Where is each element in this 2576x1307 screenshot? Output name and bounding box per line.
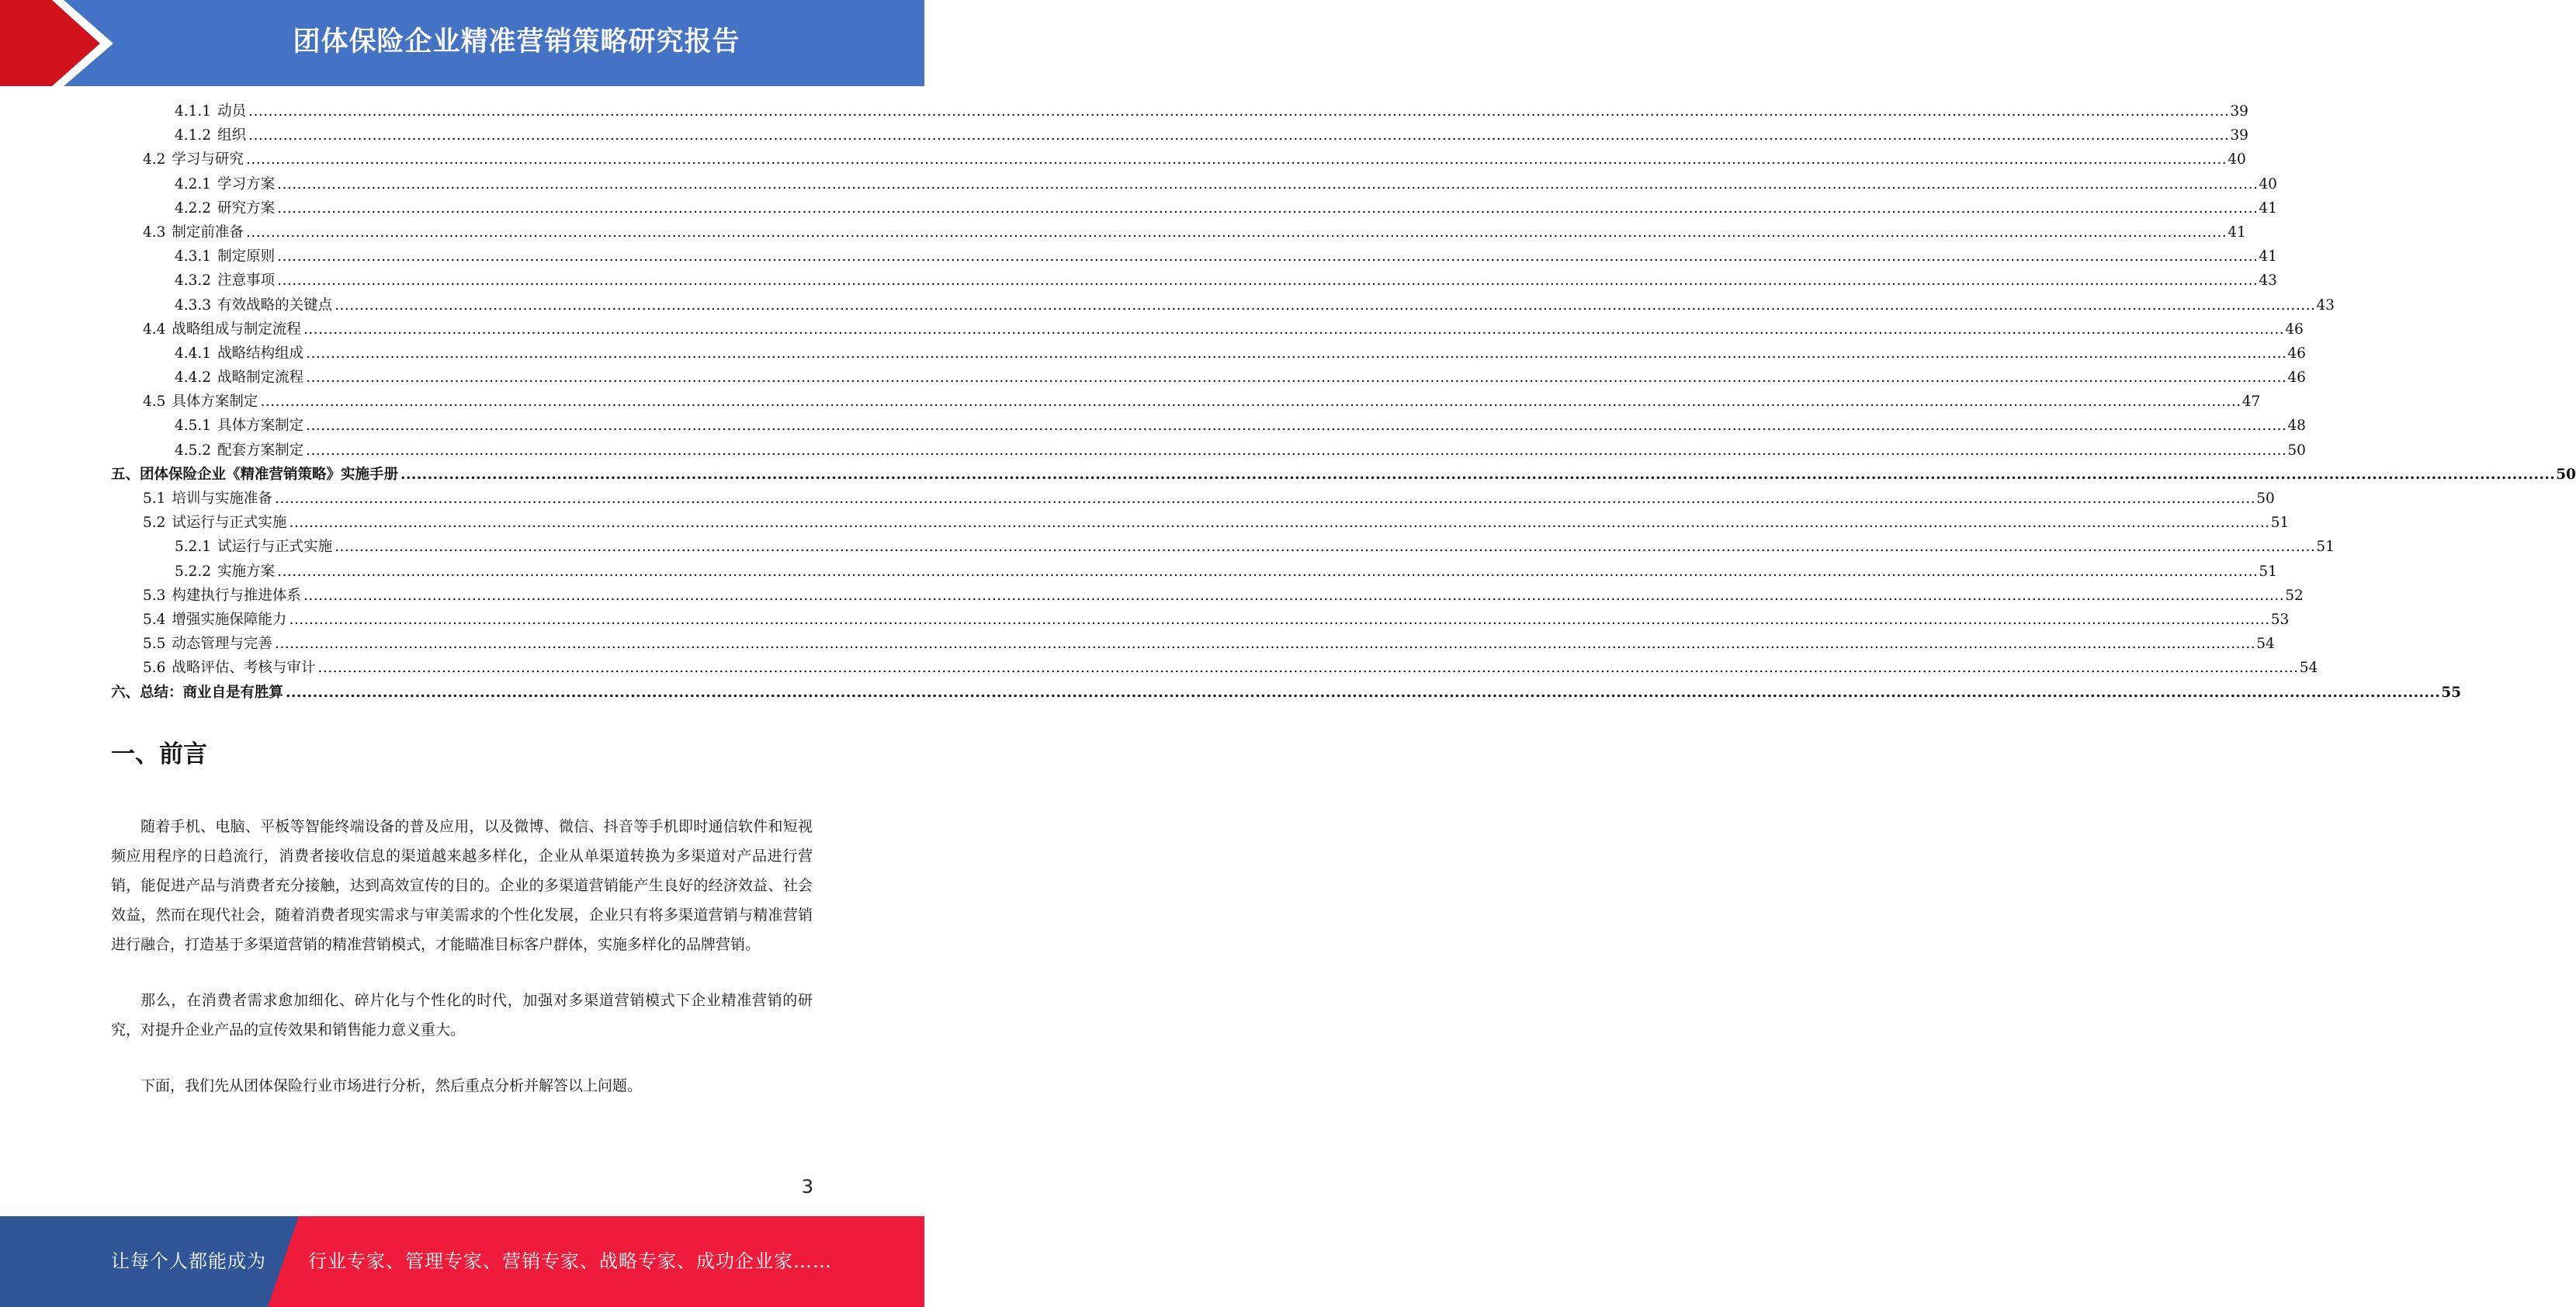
toc-entry[interactable] bbox=[111, 439, 2306, 463]
paragraph: 那么，在消费者需求愈加细化、碎片化与个性化的时代，加强对多渠道营销模式下企业精准营销的研究，对提升企业产品的宣传效果和销售能力意义重大。 bbox=[111, 992, 813, 1038]
toc-leader-dots: ................................................................................................................................................................................................................................................................................................................................................................................................................ bbox=[248, 127, 2230, 144]
toc-entry-number: 5.1 bbox=[143, 491, 166, 507]
toc-entry-number: 5.4 bbox=[143, 611, 166, 628]
toc-entry-title: 战略制定流程 bbox=[217, 369, 304, 387]
toc-entry-number: 4.4 bbox=[143, 321, 166, 338]
toc-entry[interactable] bbox=[111, 269, 2277, 293]
toc-entry-page: 39 bbox=[2230, 127, 2248, 144]
toc-entry-page: 47 bbox=[2241, 393, 2261, 411]
toc-entry-title: 组织 bbox=[217, 127, 247, 144]
paragraph: 下面，我们先从团体保险行业市场进行分析，然后重点分析并解答以上问题。 bbox=[140, 1077, 643, 1094]
toc-entry-title: 增强实施保障能力 bbox=[172, 611, 287, 628]
toc-entry[interactable] bbox=[111, 147, 2246, 172]
toc-entry-title: 培训与实施准备 bbox=[172, 491, 272, 507]
toc-entry[interactable] bbox=[111, 99, 2248, 123]
toc-entry[interactable] bbox=[111, 656, 2318, 680]
toc-entry-page: 54 bbox=[2299, 660, 2318, 677]
toc-leader-dots: ................................................................................................................................................................................................................................................................................................................................................................................................................ bbox=[306, 418, 2287, 435]
footer-slogan-left: 让每个人都能成为 bbox=[111, 1250, 266, 1272]
toc-entry-page: 40 bbox=[2228, 151, 2246, 168]
toc-entry-title: 研究方案 bbox=[217, 199, 276, 217]
toc-entry-title: 动态管理与完善 bbox=[172, 636, 272, 653]
toc-entry-page: 54 bbox=[2256, 636, 2275, 653]
toc-entry[interactable] bbox=[111, 341, 2306, 366]
toc-entry[interactable] bbox=[111, 487, 2275, 511]
toc-leader-dots: ................................................................................................................................................................................................................................................................................................................................................................................................................ bbox=[260, 393, 2241, 411]
toc-entry[interactable] bbox=[111, 463, 2576, 487]
toc-leader-dots: ................................................................................................................................................................................................................................................................................................................................................................................................................ bbox=[274, 491, 2256, 507]
toc-entry[interactable] bbox=[111, 123, 2248, 147]
toc-entry[interactable] bbox=[111, 390, 2261, 414]
toc-leader-dots: ................................................................................................................................................................................................................................................................................................................................................................................................................ bbox=[245, 151, 2228, 168]
toc-entry[interactable] bbox=[111, 293, 2335, 317]
toc-entry-number: 5.2.1 bbox=[175, 539, 212, 556]
toc-entry-page: 48 bbox=[2287, 418, 2306, 435]
toc-entry-number: 4.2.2 bbox=[175, 199, 212, 217]
toc-entry[interactable] bbox=[111, 535, 2335, 559]
toc-entry[interactable] bbox=[111, 172, 2277, 196]
toc-entry-title: 五、团体保险企业《精准营销策略》实施手册 bbox=[111, 466, 399, 483]
toc-entry-number: 5.3 bbox=[143, 587, 166, 604]
toc-leader-dots: ................................................................................................................................................................................................................................................................................................................................................................................................................ bbox=[335, 539, 2316, 556]
toc-entry-page: 46 bbox=[2287, 345, 2306, 362]
toc-entry-number: 5.6 bbox=[143, 660, 166, 677]
toc-entry-number: 4.5 bbox=[143, 393, 166, 411]
toc-entry[interactable] bbox=[111, 220, 2246, 244]
toc-entry-title: 试运行与正式实施 bbox=[172, 515, 287, 532]
toc-entry-title: 注意事项 bbox=[217, 272, 276, 289]
toc-entry-number: 4.2 bbox=[143, 151, 166, 168]
toc-entry[interactable] bbox=[111, 584, 2304, 608]
toc-leader-dots: ................................................................................................................................................................................................................................................................................................................................................................................................................ bbox=[277, 175, 2259, 192]
toc-entry-title: 构建执行与推进体系 bbox=[172, 587, 301, 604]
toc-leader-dots: ................................................................................................................................................................................................................................................................................................................................................................................................................ bbox=[335, 296, 2316, 314]
toc-entry-number: 4.5.2 bbox=[175, 442, 212, 459]
page-header bbox=[0, 0, 924, 86]
toc-entry[interactable] bbox=[111, 632, 2275, 656]
toc-entry-title: 战略结构组成 bbox=[217, 345, 304, 362]
toc-leader-dots: ................................................................................................................................................................................................................................................................................................................................................................................................................ bbox=[306, 369, 2287, 387]
toc-entry-page: 41 bbox=[2259, 199, 2277, 217]
toc-entry-title: 实施方案 bbox=[217, 563, 276, 580]
toc-leader-dots: ................................................................................................................................................................................................................................................................................................................................................................................................................ bbox=[400, 466, 2556, 483]
toc-entry-number: 4.4.1 bbox=[175, 345, 212, 362]
toc-entry[interactable] bbox=[111, 366, 2306, 390]
toc-entry-page: 50 bbox=[2556, 466, 2576, 483]
toc-entry-page: 46 bbox=[2285, 321, 2304, 338]
toc-entry-page: 43 bbox=[2316, 296, 2335, 314]
toc-entry[interactable] bbox=[111, 244, 2277, 269]
footer-slogan-right: 行业专家、管理专家、营销专家、战略专家、成功企业家…… bbox=[308, 1250, 832, 1272]
toc-entry-title: 六、总结：商业自是有胜算 bbox=[111, 684, 284, 701]
toc-entry-number: 4.3.1 bbox=[175, 248, 212, 265]
toc-entry[interactable] bbox=[111, 560, 2277, 584]
toc-entry-number: 4.3.2 bbox=[175, 272, 212, 289]
toc-entry-title: 有效战略的关键点 bbox=[217, 296, 333, 314]
toc-entry-number: 4.3 bbox=[143, 224, 166, 241]
toc-leader-dots: ................................................................................................................................................................................................................................................................................................................................................................................................................ bbox=[289, 611, 2270, 628]
toc-leader-dots: ................................................................................................................................................................................................................................................................................................................................................................................................................ bbox=[245, 224, 2228, 241]
section-heading: 一、前言 bbox=[111, 740, 207, 768]
toc-entry-page: 55 bbox=[2441, 684, 2462, 701]
paragraph: 随着手机、电脑、平板等智能终端设备的普及应用，以及微博、微信、抖音等手机即时通信软件和短视频应用程序的日趋流行，消费者接收信息的渠道越来越多样化，企业从单渠道转换为多渠道对产品进行营销，能促进产品与消费者充分接触，达到高效宣传的目的。企业的多渠道营销能产生良好的经济效益、社会效益，然而在现代社会，随着消费者现实需求与审美需求的个性化发展，企业只有将多渠道营销与精准营销进行融合，打造基于多渠道营销的精准营销模式，才能瞄准目标客户群体，实施多样化的品牌营销。 bbox=[111, 818, 813, 953]
toc-entry-page: 40 bbox=[2259, 175, 2277, 192]
toc-leader-dots: ................................................................................................................................................................................................................................................................................................................................................................................................................ bbox=[277, 248, 2259, 265]
toc-entry-title: 具体方案制定 bbox=[172, 393, 258, 411]
toc-entry-title: 制定原则 bbox=[217, 248, 276, 265]
toc-leader-dots: ................................................................................................................................................................................................................................................................................................................................................................................................................ bbox=[303, 321, 2285, 338]
toc-entry-page: 39 bbox=[2230, 103, 2248, 120]
toc-entry-number: 4.2.1 bbox=[175, 175, 212, 192]
toc-entry-title: 战略组成与制定流程 bbox=[172, 321, 301, 338]
toc-leader-dots: ................................................................................................................................................................................................................................................................................................................................................................................................................ bbox=[277, 272, 2259, 289]
toc-entry[interactable] bbox=[111, 317, 2304, 341]
toc-entry[interactable] bbox=[111, 511, 2290, 535]
toc-leader-dots: ................................................................................................................................................................................................................................................................................................................................................................................................................ bbox=[248, 103, 2230, 120]
toc-entry-number: 4.3.3 bbox=[175, 296, 212, 314]
toc-entry-page: 50 bbox=[2287, 442, 2306, 459]
toc-entry-page: 46 bbox=[2287, 369, 2306, 387]
toc-entry-title: 学习与研究 bbox=[172, 151, 244, 168]
toc-entry-number: 4.4.2 bbox=[175, 369, 212, 387]
toc-entry-page: 51 bbox=[2270, 515, 2290, 532]
toc-entry-title: 配套方案制定 bbox=[217, 442, 304, 459]
toc-entry-page: 41 bbox=[2259, 248, 2277, 265]
toc-entry[interactable] bbox=[111, 414, 2306, 438]
toc-entry-page: 52 bbox=[2285, 587, 2304, 604]
toc-leader-dots: ................................................................................................................................................................................................................................................................................................................................................................................................................ bbox=[317, 660, 2299, 677]
toc-entry-title: 学习方案 bbox=[217, 175, 276, 192]
section-body bbox=[111, 812, 813, 1127]
toc-entry-title: 试运行与正式实施 bbox=[217, 539, 333, 556]
toc-entry-page: 41 bbox=[2228, 224, 2246, 241]
toc-entry[interactable] bbox=[111, 681, 2462, 705]
toc-entry-page: 50 bbox=[2256, 491, 2275, 507]
toc-entry-number: 4.1.1 bbox=[175, 103, 212, 120]
toc-entry-number: 5.2 bbox=[143, 515, 166, 532]
toc-leader-dots: ................................................................................................................................................................................................................................................................................................................................................................................................................ bbox=[303, 587, 2285, 604]
toc-entry-number: 5.2.2 bbox=[175, 563, 212, 580]
report-title: 团体保险企业精准营销策略研究报告 bbox=[293, 26, 740, 57]
toc-leader-dots: ................................................................................................................................................................................................................................................................................................................................................................................................................ bbox=[286, 684, 2441, 701]
toc-leader-dots: ................................................................................................................................................................................................................................................................................................................................................................................................................ bbox=[277, 199, 2259, 217]
toc-leader-dots: ................................................................................................................................................................................................................................................................................................................................................................................................................ bbox=[277, 563, 2259, 580]
toc-entry-page: 43 bbox=[2259, 272, 2277, 289]
page-number: 3 bbox=[801, 1176, 813, 1198]
toc-entry-title: 具体方案制定 bbox=[217, 418, 304, 435]
toc-entry-number: 4.5.1 bbox=[175, 418, 212, 435]
toc-entry[interactable] bbox=[111, 196, 2277, 220]
toc-entry-title: 动员 bbox=[217, 103, 247, 120]
toc-entry-number: 5.5 bbox=[143, 636, 166, 653]
page-footer bbox=[0, 1216, 924, 1307]
toc-entry-page: 51 bbox=[2316, 539, 2335, 556]
toc-entry-page: 53 bbox=[2270, 611, 2290, 628]
table-of-contents bbox=[111, 99, 2576, 705]
toc-leader-dots: ................................................................................................................................................................................................................................................................................................................................................................................................................ bbox=[306, 442, 2287, 459]
toc-leader-dots: ................................................................................................................................................................................................................................................................................................................................................................................................................ bbox=[289, 515, 2270, 532]
toc-entry-number: 4.1.2 bbox=[175, 127, 212, 144]
toc-entry-page: 51 bbox=[2259, 563, 2277, 580]
red-chevron-decoration bbox=[0, 0, 124, 86]
toc-leader-dots: ................................................................................................................................................................................................................................................................................................................................................................................................................ bbox=[274, 636, 2256, 653]
toc-entry-title: 战略评估、考核与审计 bbox=[172, 660, 316, 677]
toc-entry[interactable] bbox=[111, 608, 2290, 632]
toc-entry-title: 制定前准备 bbox=[172, 224, 244, 241]
toc-leader-dots: ................................................................................................................................................................................................................................................................................................................................................................................................................ bbox=[306, 345, 2287, 362]
